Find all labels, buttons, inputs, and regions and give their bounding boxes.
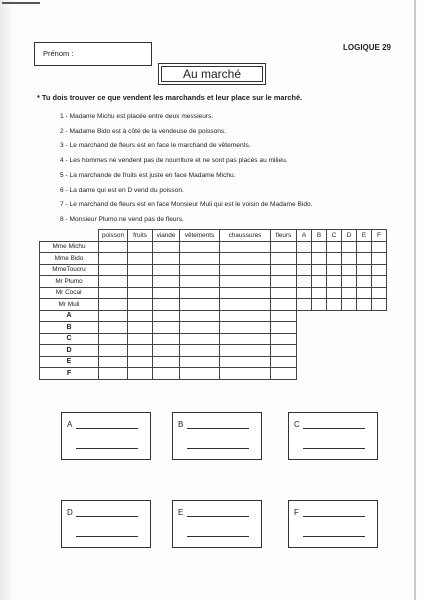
grid-blank-area <box>372 345 387 357</box>
grid-cell[interactable] <box>180 345 220 357</box>
answer-letter: D <box>67 508 73 517</box>
grid-cell[interactable] <box>271 356 297 368</box>
grid-place-row <box>40 333 387 345</box>
grid-cell[interactable] <box>99 276 128 288</box>
grid-cell[interactable] <box>297 276 312 288</box>
grid-blank-area <box>297 333 312 345</box>
answer-box-b <box>172 412 262 460</box>
grid-cell[interactable] <box>312 276 327 288</box>
grid-cell[interactable] <box>357 276 372 288</box>
grid-blank-area <box>297 322 312 334</box>
grid-cell[interactable] <box>271 287 297 299</box>
grid-cell[interactable] <box>99 356 128 368</box>
column-header: fruits <box>128 230 153 242</box>
clue-item: 8 - Monsieur Plumo ne vend pas de fleurs. <box>60 215 184 223</box>
answer-line[interactable] <box>303 428 365 429</box>
place-label: F <box>40 368 99 380</box>
grid-cell[interactable] <box>312 299 327 311</box>
grid-cell[interactable] <box>271 241 297 253</box>
answer-line[interactable] <box>76 516 138 517</box>
grid-cell[interactable] <box>220 299 271 311</box>
grid-cell[interactable] <box>342 287 357 299</box>
answer-box-f <box>288 500 378 548</box>
page-title: Au marché <box>182 67 242 81</box>
prenom-field[interactable] <box>34 42 152 66</box>
grid-blank-area <box>312 333 327 345</box>
grid-cell[interactable] <box>327 253 342 265</box>
grid-place-row <box>40 345 387 357</box>
column-header: viande <box>153 230 180 242</box>
clue-item: 3 - Le marchand de fleurs est en face le marchand de vêtements. <box>60 142 251 150</box>
place-label: E <box>40 356 99 368</box>
grid-place-row <box>40 322 387 334</box>
grid-blank-area <box>357 322 372 334</box>
clue-item: 7 - Le marchand de fleurs est en face Monsieur Muli qui est le voisin de Madame Bido. <box>60 201 313 209</box>
clue-item: 5 - La marchande de fruits est juste en face Madame Michu. <box>60 171 236 179</box>
grid-blank-area <box>357 310 372 322</box>
answer-line[interactable] <box>76 448 138 449</box>
grid-person-row <box>40 276 387 288</box>
grid-cell[interactable] <box>271 310 297 322</box>
grid-cell[interactable] <box>372 253 387 265</box>
grid-cell[interactable] <box>357 287 372 299</box>
logic-grid <box>39 229 387 380</box>
grid-cell[interactable] <box>153 368 180 380</box>
grid-cell[interactable] <box>327 264 342 276</box>
answer-line[interactable] <box>76 536 138 537</box>
grid-blank-area <box>357 368 372 380</box>
grid-person-row <box>40 287 387 299</box>
grid-cell[interactable] <box>271 345 297 357</box>
grid-blank-area <box>342 310 357 322</box>
grid-cell[interactable] <box>297 264 312 276</box>
grid-cell[interactable] <box>342 241 357 253</box>
grid-cell[interactable] <box>180 264 220 276</box>
grid-blank-area <box>342 368 357 380</box>
grid-cell[interactable] <box>357 299 372 311</box>
grid-cell[interactable] <box>327 287 342 299</box>
grid-cell[interactable] <box>128 333 153 345</box>
grid-person-row <box>40 299 387 311</box>
grid-cell[interactable] <box>180 368 220 380</box>
grid-cell[interactable] <box>312 241 327 253</box>
grid-cell[interactable] <box>271 276 297 288</box>
grid-cell[interactable] <box>372 276 387 288</box>
page-right-edge <box>414 0 416 600</box>
grid-blank-area <box>297 310 312 322</box>
column-header: F <box>372 230 387 242</box>
answer-letter: E <box>178 508 184 517</box>
grid-blank-area <box>372 322 387 334</box>
column-header: chaussures <box>220 230 271 242</box>
grid-cell[interactable] <box>99 287 128 299</box>
corner-mark <box>2 2 40 12</box>
grid-cell[interactable] <box>99 299 128 311</box>
grid-cell[interactable] <box>372 241 387 253</box>
column-header: fleurs <box>271 230 297 242</box>
grid-cell[interactable] <box>220 333 271 345</box>
grid-cell[interactable] <box>153 264 180 276</box>
clue-item: 2 - Madame Bido est à côté de la vendeuse de poissons. <box>60 127 227 135</box>
answer-line[interactable] <box>76 428 138 429</box>
grid-cell[interactable] <box>128 356 153 368</box>
grid-cell[interactable] <box>220 356 271 368</box>
grid-cell[interactable] <box>180 356 220 368</box>
grid-blank-area <box>312 322 327 334</box>
grid-cell[interactable] <box>357 241 372 253</box>
grid-person-row <box>40 253 387 265</box>
column-header: D <box>342 230 357 242</box>
answer-letter: A <box>67 420 73 429</box>
grid-cell[interactable] <box>271 322 297 334</box>
grid-cell[interactable] <box>297 241 312 253</box>
answer-line[interactable] <box>187 536 249 537</box>
answer-letter: C <box>294 420 300 429</box>
grid-cell[interactable] <box>180 299 220 311</box>
grid-cell[interactable] <box>342 253 357 265</box>
grid-blank-area <box>297 345 312 357</box>
grid-cell[interactable] <box>220 287 271 299</box>
place-label: C <box>40 333 99 345</box>
grid-cell[interactable] <box>342 264 357 276</box>
grid-cell[interactable] <box>220 253 271 265</box>
grid-cell[interactable] <box>327 276 342 288</box>
grid-cell[interactable] <box>153 333 180 345</box>
grid-cell[interactable] <box>180 310 220 322</box>
answer-letter: F <box>294 508 299 517</box>
grid-cell[interactable] <box>180 241 220 253</box>
answer-line[interactable] <box>187 428 249 429</box>
person-label: Mr Muli <box>40 299 99 311</box>
grid-cell[interactable] <box>342 276 357 288</box>
answer-letter: B <box>178 420 184 429</box>
grid-cell[interactable] <box>180 287 220 299</box>
grid-cell[interactable] <box>128 264 153 276</box>
place-label: B <box>40 322 99 334</box>
grid-blank-area <box>327 310 342 322</box>
grid-cell[interactable] <box>220 310 271 322</box>
grid-blank-area <box>357 345 372 357</box>
grid-cell[interactable] <box>297 253 312 265</box>
grid-cell[interactable] <box>99 322 128 334</box>
grid-blank-area <box>357 356 372 368</box>
grid-blank-area <box>357 333 372 345</box>
grid-person-row <box>40 264 387 276</box>
grid-place-row <box>40 368 387 380</box>
grid-cell[interactable] <box>357 253 372 265</box>
answer-box-e <box>172 500 262 548</box>
grid-blank-area <box>342 356 357 368</box>
grid-cell[interactable] <box>342 299 357 311</box>
grid-blank-area <box>327 356 342 368</box>
grid-cell[interactable] <box>128 241 153 253</box>
grid-place-row <box>40 310 387 322</box>
grid-cell[interactable] <box>220 322 271 334</box>
grid-cell[interactable] <box>99 253 128 265</box>
grid-cell[interactable] <box>312 287 327 299</box>
grid-cell[interactable] <box>153 253 180 265</box>
column-header: E <box>357 230 372 242</box>
grid-cell[interactable] <box>128 322 153 334</box>
grid-blank-area <box>327 322 342 334</box>
grid-cell[interactable] <box>153 276 180 288</box>
grid-blank-area <box>327 368 342 380</box>
grid-blank-area <box>312 356 327 368</box>
grid-cell[interactable] <box>220 264 271 276</box>
grid-cell[interactable] <box>128 368 153 380</box>
grid-blank-area <box>312 345 327 357</box>
clue-item: 6 - La dame qui est en D vend du poisson. <box>60 186 184 194</box>
grid-cell[interactable] <box>220 276 271 288</box>
grid-blank-area <box>372 333 387 345</box>
grid-cell[interactable] <box>128 310 153 322</box>
grid-cell[interactable] <box>153 356 180 368</box>
grid-header-row <box>40 230 387 242</box>
grid-cell[interactable] <box>271 333 297 345</box>
answer-line[interactable] <box>187 516 249 517</box>
grid-cell[interactable] <box>372 299 387 311</box>
grid-cell[interactable] <box>153 345 180 357</box>
grid-blank-area <box>372 368 387 380</box>
grid-cell[interactable] <box>153 299 180 311</box>
answer-line[interactable] <box>187 448 249 449</box>
exercise-number: LOGIQUE 29 <box>342 43 391 52</box>
answer-box-d <box>61 500 151 548</box>
grid-blank-area <box>297 356 312 368</box>
grid-cell[interactable] <box>372 264 387 276</box>
column-header: poisson <box>99 230 128 242</box>
column-header: B <box>312 230 327 242</box>
person-label: Mme Bido <box>40 253 99 265</box>
grid-cell[interactable] <box>180 253 220 265</box>
prenom-label: Prénom : <box>43 49 74 58</box>
grid-cell[interactable] <box>372 287 387 299</box>
answer-box-c <box>288 412 378 460</box>
grid-cell[interactable] <box>220 241 271 253</box>
grid-cell[interactable] <box>271 299 297 311</box>
grid-cell[interactable] <box>327 299 342 311</box>
answer-box-a <box>61 412 151 460</box>
grid-cell[interactable] <box>271 253 297 265</box>
grid-blank-area <box>342 333 357 345</box>
person-label: Mr Plumo <box>40 276 99 288</box>
place-label: D <box>40 345 99 357</box>
clue-list <box>60 110 313 228</box>
grid-corner <box>40 230 99 242</box>
grid-cell[interactable] <box>327 241 342 253</box>
grid-cell[interactable] <box>153 287 180 299</box>
grid-blank-area <box>312 310 327 322</box>
grid-blank-area <box>372 310 387 322</box>
column-header: vêtements <box>180 230 220 242</box>
grid-cell[interactable] <box>99 368 128 380</box>
grid-cell[interactable] <box>99 264 128 276</box>
grid-cell[interactable] <box>180 276 220 288</box>
grid-cell[interactable] <box>357 264 372 276</box>
clue-item: 1 - Madame Michu est placée entre deux messieurs. <box>60 113 214 120</box>
grid-blank-area <box>327 345 342 357</box>
grid-cell[interactable] <box>271 368 297 380</box>
clue-item: 4 - Les hommes ne vendent pas de nourriture et ne sont pas placés au milieu. <box>60 157 288 165</box>
grid-cell[interactable] <box>312 253 327 265</box>
title-box <box>158 63 266 85</box>
grid-cell[interactable] <box>312 264 327 276</box>
person-label: MmeToucru <box>40 264 99 276</box>
grid-cell[interactable] <box>271 264 297 276</box>
grid-cell[interactable] <box>220 345 271 357</box>
person-label: Mme Michu <box>40 241 99 253</box>
grid-cell[interactable] <box>220 368 271 380</box>
grid-cell[interactable] <box>297 287 312 299</box>
grid-place-row <box>40 356 387 368</box>
grid-cell[interactable] <box>128 253 153 265</box>
grid-cell[interactable] <box>153 310 180 322</box>
grid-cell[interactable] <box>99 345 128 357</box>
page-left-shadow <box>0 0 14 600</box>
answer-line[interactable] <box>303 536 365 537</box>
grid-blank-area <box>327 333 342 345</box>
grid-cell[interactable] <box>180 333 220 345</box>
grid-cell[interactable] <box>99 333 128 345</box>
grid-blank-area <box>312 368 327 380</box>
column-header: A <box>297 230 312 242</box>
grid-blank-area <box>372 356 387 368</box>
answer-line[interactable] <box>303 448 365 449</box>
grid-cell[interactable] <box>297 299 312 311</box>
grid-blank-area <box>342 322 357 334</box>
instruction-text: * Tu dois trouver ce que vendent les marchands et leur place sur le marché. <box>37 93 303 102</box>
grid-cell[interactable] <box>99 241 128 253</box>
column-header: C <box>327 230 342 242</box>
grid-blank-area <box>297 368 312 380</box>
answer-line[interactable] <box>303 516 365 517</box>
grid-cell[interactable] <box>180 322 220 334</box>
grid-cell[interactable] <box>128 287 153 299</box>
grid-cell[interactable] <box>128 299 153 311</box>
person-label: Mr Cocar <box>40 287 99 299</box>
grid-cell[interactable] <box>99 310 128 322</box>
grid-cell[interactable] <box>128 276 153 288</box>
grid-cell[interactable] <box>153 322 180 334</box>
grid-cell[interactable] <box>153 241 180 253</box>
grid-blank-area <box>342 345 357 357</box>
grid-person-row <box>40 241 387 253</box>
place-label: A <box>40 310 99 322</box>
grid-cell[interactable] <box>128 345 153 357</box>
